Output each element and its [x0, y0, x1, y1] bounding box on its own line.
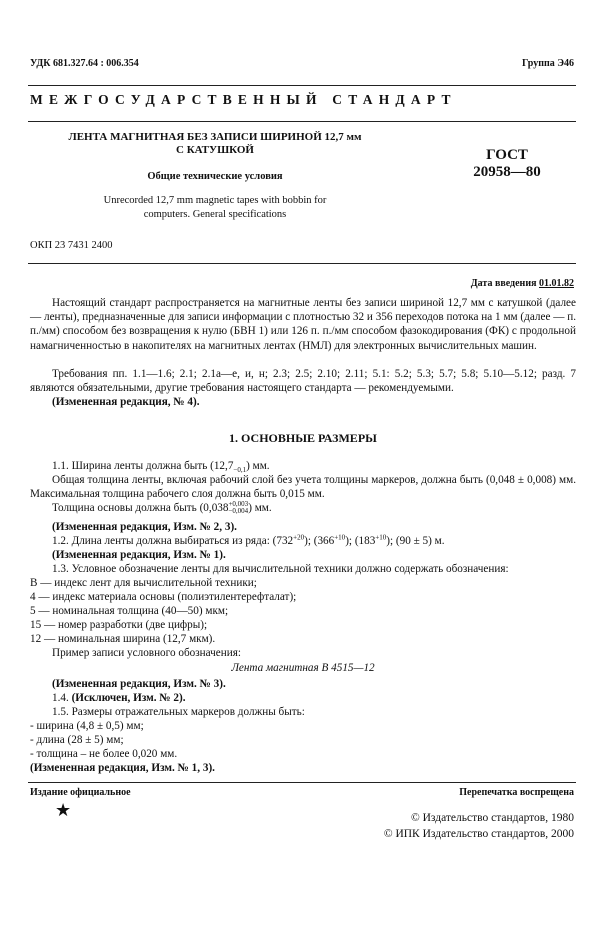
total-thickness-paragraph: Общая толщина ленты, включая рабочий слой без учета толщины маркеров, должна быть (0,048 ± 0,008) мм. Максимальная толщина рабочего слоя должна быть 0,015 мм. [30, 474, 576, 501]
okp-rule [28, 263, 576, 264]
clause-1-2-sup3: +10 [375, 533, 387, 542]
intro-paragraph: Настоящий стандарт распространяется на магнитные ленты без записи шириной 12,7 мм с катушкой (далее — ленты), предназначенные для записи информации с плотностью 32 и 356 переходов потока на 1 мм (далее — п. п./мм) способом без возвращения к нулю (БВН 1) или 126 п. п./мм способом фазокодирования (ФК) с продольной намагниченностью в накопителях на магнитных лентах (НМЛ) для электронных вычислительных машин. [30, 297, 576, 352]
doc-title-line1: ЛЕНТА МАГНИТНАЯ БЕЗ ЗАПИСИ ШИРИНОЙ 12,7 мм [68, 131, 362, 143]
reprint-prohibited: Перепечатка воспрещена [459, 787, 574, 798]
clause-1-2-a: 1.2. Длина ленты должна выбираться из ряда: (732 [52, 535, 294, 547]
marker-item: - толщина – не более 0,020 мм. [30, 748, 178, 760]
clause-1-1 [52, 459, 598, 473]
base-thickness-text: Толщина основы должна быть (0,038 [52, 502, 229, 514]
section-heading: 1. ОСНОВНЫЕ РАЗМЕРЫ [229, 431, 377, 445]
top-rule [28, 85, 576, 86]
designation-item: 12 — номинальная ширина (12,7 мкм). [30, 633, 216, 645]
clause-1-1-unit: ) мм. [246, 460, 270, 472]
group-code: Группа Э46 [522, 58, 574, 69]
gost-number: 20958—80 [473, 164, 541, 180]
base-thickness-unit: ) мм. [248, 502, 272, 514]
clause-1-2-sup2: +10 [334, 533, 346, 542]
base-thickness-tolerance [228, 501, 248, 515]
copyright-1980: © Издательство стандартов, 1980 [410, 812, 574, 824]
designation-item: 5 — номинальная толщина (40—50) мкм; [30, 605, 229, 617]
clause-1-5: 1.5. Размеры отражательных маркеров должны быть: [52, 706, 305, 718]
gost-designation [452, 147, 562, 181]
base-thickness-lower: −0,004 [228, 507, 249, 516]
clause-1-1-text: 1.1. Ширина ленты должна быть (12,7 [52, 460, 234, 472]
base-thickness-line [52, 501, 598, 515]
banner-rule [28, 121, 576, 122]
standard-banner: МЕЖГОСУДАРСТВЕННЫЙ СТАНДАРТ [30, 92, 457, 107]
revision-note-2: (Измененная редакция, Изм. № 1). [52, 549, 226, 561]
copyright-2000: © ИПК Издательство стандартов, 2000 [383, 828, 574, 840]
clause-1-2-b: ); (366 [304, 535, 335, 547]
doc-subtitle: Общие технические условия [147, 171, 283, 182]
english-title-line1: Unrecorded 12,7 mm magnetic tapes with bobbin for [103, 195, 327, 206]
designation-item: 4 — индекс материала основы (полиэтилентерефталат); [30, 591, 297, 603]
effective-date-label: Дата введения [470, 278, 537, 289]
revision-note-3: (Измененная редакция, Изм. № 3). [52, 678, 226, 690]
official-edition: Издание официальное [30, 787, 131, 798]
clause-1-3: 1.3. Условное обозначение ленты для вычислительной техники должно содержать обозначения: [52, 563, 509, 575]
revision-note-1: (Измененная редакция, Изм. № 2, 3). [52, 521, 237, 533]
example-designation: Лента магнитная В 4515—12 [231, 662, 375, 674]
english-title-line2: computers. General specifications [143, 209, 287, 220]
requirements-paragraph: Требования пп. 1.1—1.6; 2.1; 2.1а—е, и, н; 2.3; 2.5; 2.10; 2.11; 5.1: 5.2; 5.3; 5.7; 5.8; 5.10—5.12; разд. 7 являются обязательными, другие требования настоящего стандарта — рекомендуемыми. [30, 368, 576, 395]
gost-label: ГОСТ [486, 147, 528, 163]
clause-1-4-number: 1.4. [52, 692, 69, 704]
effective-date-value: 01.01.82 [539, 278, 574, 289]
designation-item: 15 — номер разработки (две цифры); [30, 619, 208, 631]
udk-code: УДК 681.327.64 : 006.354 [30, 58, 139, 69]
effective-date [471, 278, 574, 289]
clause-1-2 [52, 534, 598, 548]
clause-1-2-c: ); (183 [345, 535, 376, 547]
clause-1-1-tolerance: −0,1 [233, 466, 247, 475]
base-thickness-upper: +0,003 [228, 500, 249, 509]
doc-title-line2: С КАТУШКОЙ [176, 144, 254, 156]
designation-item: В — индекс лент для вычислительной техники; [30, 577, 257, 589]
clause-1-4 [52, 691, 598, 705]
example-label: Пример записи условного обозначения: [52, 647, 241, 659]
star-icon: ★ [55, 800, 72, 820]
revision-note-4: (Измененная редакция, Изм. № 1, 3). [30, 762, 215, 774]
intro-revision-note: (Измененная редакция, № 4). [52, 396, 200, 408]
marker-item: - длина (28 ± 5) мм; [30, 734, 124, 746]
footer-rule [28, 782, 576, 783]
english-title [30, 194, 400, 222]
marker-item: - ширина (4,8 ± 0,5) мм; [30, 720, 144, 732]
clause-1-2-sup1: +20 [293, 533, 305, 542]
clause-1-2-d: ); (90 ± 5) м. [386, 535, 445, 547]
okp-code: ОКП 23 7431 2400 [30, 240, 113, 251]
clause-1-4-text: (Исключен, Изм. № 2). [71, 692, 186, 704]
doc-title [30, 131, 400, 157]
